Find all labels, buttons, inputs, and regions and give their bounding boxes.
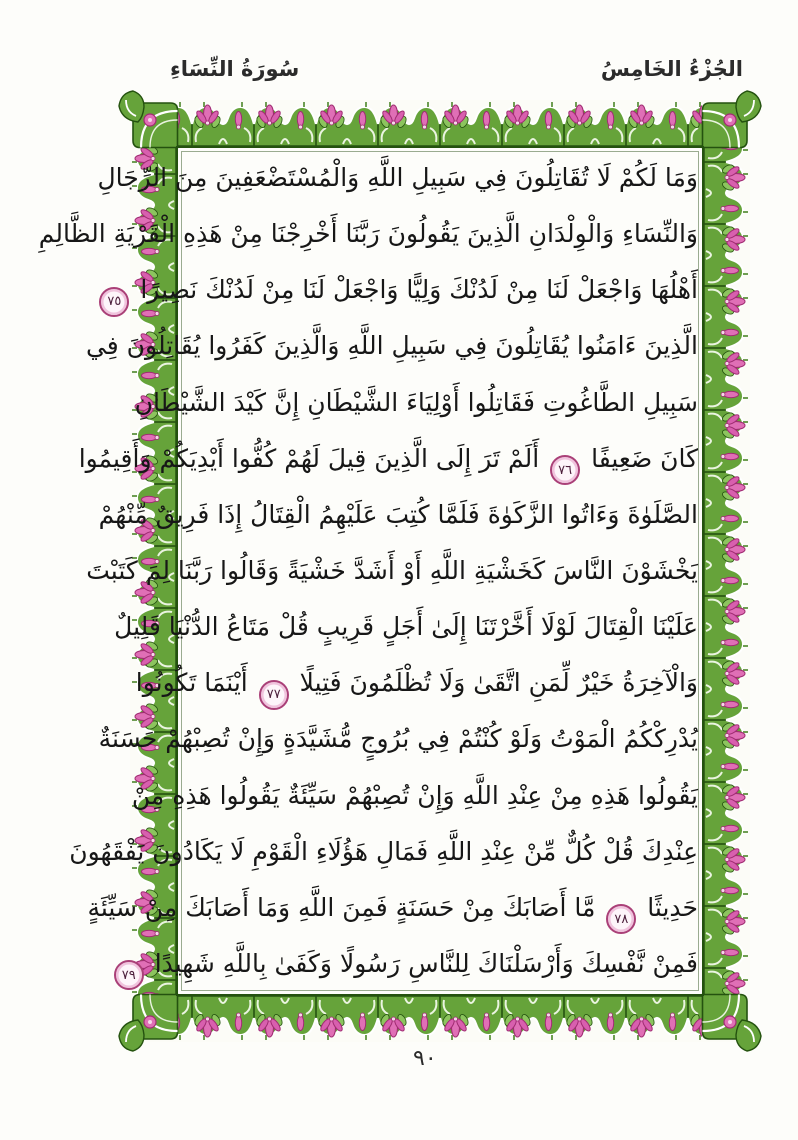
ayah-text: عَلَيْنَا الْقِتَالَ لَوْلَا أَخَّرْتَنَا إِلَىٰ أَجَلٍ قَرِيبٍ قُلْ مَتَاعُ الدُّنْيَا قَلِيلٌ — [114, 612, 698, 642]
corner-ornament-top-left — [119, 91, 178, 148]
quran-line — [85, 318, 698, 374]
corner-ornament-bottom-left — [119, 995, 178, 1052]
ayah-text: يُدْرِكْكُمُ الْمَوْتُ وَلَوْ كُنْتُمْ فِي بُرُوجٍ مُّشَيَّدَةٍ وَإِنْ تُصِبْهُمْ حَسَنَةٌ — [98, 724, 698, 754]
border-right-band — [702, 100, 750, 1042]
quran-line — [107, 262, 698, 318]
quran-line — [121, 936, 698, 992]
ayah-text: أَهْلُهَا وَاجْعَلْ لَنَا مِنْ لَدُنْكَ وَلِيًّا وَاجْعَلْ لَنَا مِنْ لَدُنْكَ نَصِيرًا — [132, 275, 698, 305]
corner-ornament-top-right — [703, 91, 762, 148]
quran-lines — [38, 150, 698, 992]
quran-line — [134, 375, 698, 431]
ayah-text: مَّا أَصَابَكَ مِنْ حَسَنَةٍ فَمِنَ اللَّهِ وَمَا أَصَابَكَ مِنْ سَيِّئَةٍ — [87, 892, 596, 922]
quran-line — [135, 655, 698, 711]
quran-line — [97, 150, 698, 206]
verse-end-medallion: ٧٧ — [259, 680, 289, 710]
quran-line — [98, 487, 698, 543]
ayah-text: فَمِنْ نَّفْسِكَ وَأَرْسَلْنَاكَ لِلنَّاسِ رَسُولًا وَكَفَىٰ بِاللَّهِ شَهِيدًا — [146, 948, 698, 978]
ayah-text: وَالنِّسَاءِ وَالْوِلْدَانِ الَّذِينَ يَقُولُونَ رَبَّنَا أَخْرِجْنَا مِنْ هَذِهِ الْقَرْيَةِ الظَّالِمِ — [38, 219, 698, 249]
corner-ornament-bottom-right — [703, 995, 762, 1052]
ayah-text: وَالْآخِرَةُ خَيْرٌ لِّمَنِ اتَّقَىٰ وَلَا تُظْلَمُونَ فَتِيلًا — [291, 668, 698, 698]
quran-line — [38, 206, 698, 262]
quran-line — [131, 768, 698, 824]
ayah-text: أَيْنَمَا تَكُونُوا — [135, 668, 248, 698]
ayah-text: وَمَا لَكُمْ لَا تُقَاتِلُونَ فِي سَبِيلِ اللَّهِ وَالْمُسْتَضْعَفِينَ مِنَ الرِّجَالِ — [97, 163, 698, 192]
surah-title: سُورَةُ النِّسَاءِ — [170, 57, 300, 81]
ayah-text: عِنْدِكَ قُلْ كُلٌّ مِّنْ عِنْدِ اللَّهِ فَمَالِ هَؤُلَاءِ الْقَوْمِ لَا يَكَادُونَ يَفْقَهُونَ — [69, 836, 698, 866]
quran-line — [87, 880, 698, 936]
ayah-text: الَّذِينَ ءَامَنُوا يُقَاتِلُونَ فِي سَبِيلِ اللَّهِ وَالَّذِينَ كَفَرُوا يُقَاتِلُونَ فِي — [85, 331, 698, 361]
border-top-band — [130, 100, 750, 148]
verse-end-medallion: ٧٩ — [114, 960, 144, 990]
quran-line — [86, 543, 698, 599]
quran-line — [78, 431, 698, 487]
ayah-text: يَخْشَوْنَ النَّاسَ كَخَشْيَةِ اللَّهِ أَوْ أَشَدَّ خَشْيَةً وَقَالُوا رَبَّنَا لِمَ كَتَبْتَ — [86, 555, 698, 585]
quran-line — [98, 711, 698, 767]
ayah-text: سَبِيلِ الطَّاغُوتِ فَقَاتِلُوا أَوْلِيَاءَ الشَّيْطَانِ إِنَّ كَيْدَ الشَّيْطَانِ — [134, 387, 698, 417]
verse-end-medallion: ٧٥ — [99, 287, 129, 317]
verse-end-medallion: ٧٨ — [606, 904, 636, 934]
border-bottom-band — [130, 994, 750, 1042]
quran-line — [114, 599, 698, 655]
verse-end-medallion: ٧٦ — [550, 455, 580, 485]
juz-title: الجُزْءُ الخَامِسُ — [600, 57, 743, 81]
ayah-text: يَقُولُوا هَذِهِ مِنْ عِنْدِ اللَّهِ وَإِنْ تُصِبْهُمْ سَيِّئَةٌ يَقُولُوا هَذِهِ مِنْ — [131, 780, 698, 810]
ayah-text: حَدِيثًا — [639, 892, 698, 922]
ayah-text: الصَّلَوٰةَ وَءَاتُوا الزَّكَوٰةَ فَلَمَّا كُتِبَ عَلَيْهِمُ الْقِتَالُ إِذَا فَرِيقٌ مِّنْهُمْ — [98, 499, 698, 529]
ayah-text: أَلَمْ تَرَ إِلَى الَّذِينَ قِيلَ لَهُمْ كُفُّوا أَيْدِيَكُمْ وَأَقِيمُوا — [78, 443, 540, 473]
ayah-text: كَانَ ضَعِيفًا — [583, 443, 698, 473]
quran-line — [69, 824, 698, 880]
page-number: ٩٠ — [413, 1046, 437, 1071]
